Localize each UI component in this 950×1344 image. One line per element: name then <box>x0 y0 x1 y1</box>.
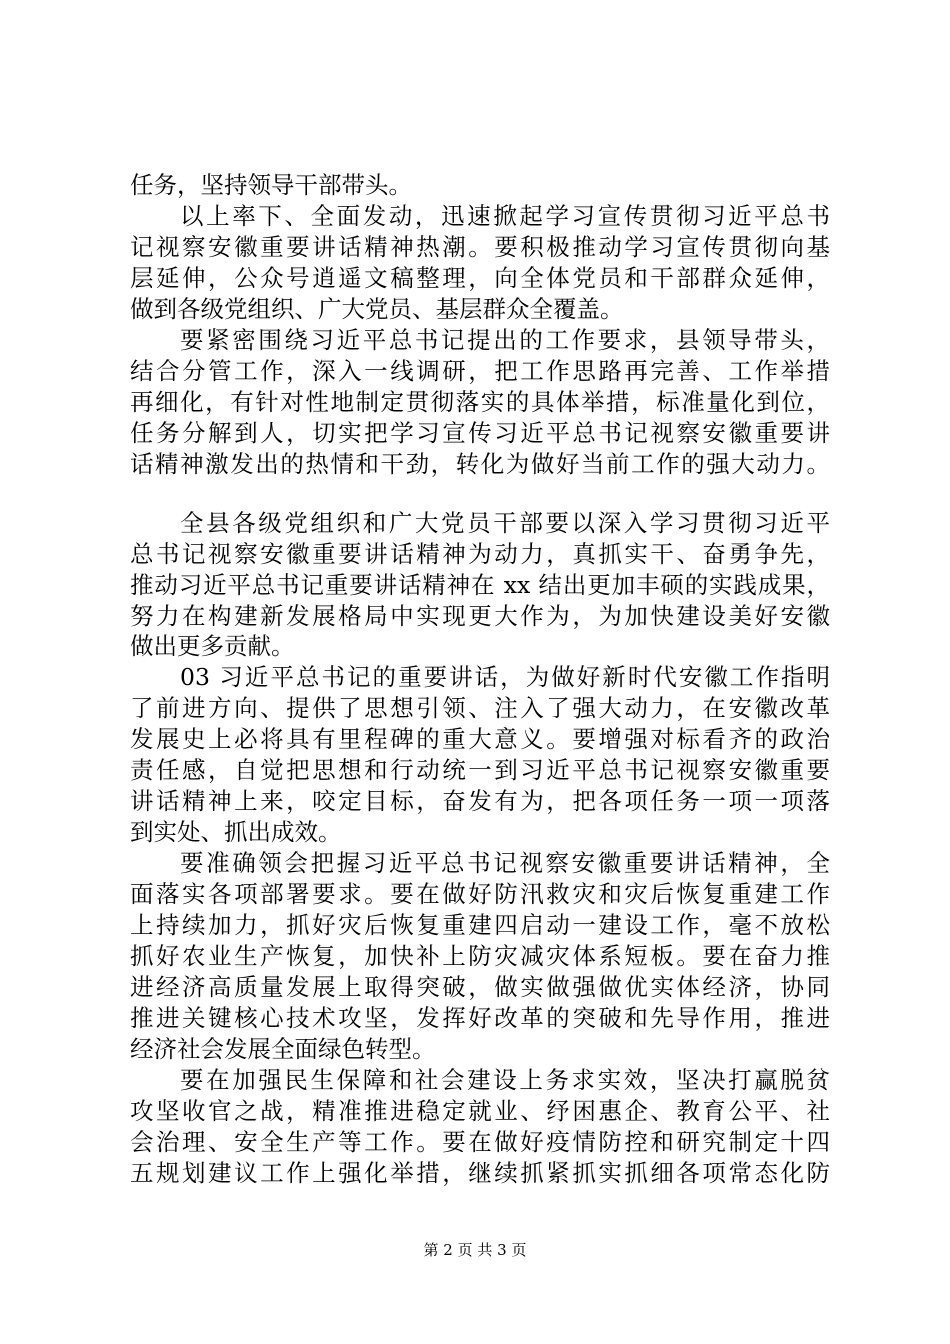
text-line: 会治理、安全生产等工作。要在做好疫情防控和研究制定十四 <box>130 1128 830 1157</box>
text-line: 推进关键核心技术攻坚，发挥好改革的突破和先导作用，推进 <box>130 1004 830 1033</box>
text-line: 要在加强民生保障和社会建设上务求实效，坚决打赢脱贫 <box>180 1066 830 1095</box>
text-line: 要准确领会把握习近平总书记视察安徽重要讲话精神，全 <box>180 849 830 878</box>
text-line: 再细化，有针对性地制定贯彻落实的具体举措，标准量化到位， <box>130 387 830 416</box>
text-line: 记视察安徽重要讲话精神热潮。要积极推动学习宣传贯彻向基 <box>130 232 830 261</box>
text-line: 面落实各项部署要求。要在做好防汛救灾和灾后恢复重建工作 <box>130 880 830 909</box>
text-line: 做出更多贡献。 <box>130 632 295 661</box>
text-line: 到实处、抓出成效。 <box>130 818 342 847</box>
text-line: 任务分解到人，切实把学习宣传习近平总书记视察安徽重要讲 <box>130 418 830 447</box>
text-line: 话精神激发出的热情和干劲，转化为做好当前工作的强大动力。 <box>130 449 830 478</box>
text-line: 做到各级党组织、广大党员、基层群众全覆盖。 <box>130 294 624 323</box>
text-line: 五规划建议工作上强化举措，继续抓紧抓实抓细各项常态化防 <box>130 1159 830 1187</box>
text-line: 要紧密围绕习近平总书记提出的工作要求，县领导带头， <box>180 325 830 354</box>
text-line: 努力在构建新发展格局中实现更大作为，为加快建设美好安徽 <box>130 601 830 630</box>
text-line: 以上率下、全面发动，迅速掀起学习宣传贯彻习近平总书 <box>180 201 830 230</box>
text-line: 了前进方向、提供了思想引领、注入了强大动力，在安徽改革 <box>130 694 830 723</box>
text-line: 03 习近平总书记的重要讲话，为做好新时代安徽工作指明 <box>180 663 830 692</box>
text-line: 发展史上必将具有里程碑的重大意义。要增强对标看齐的政治 <box>130 725 830 754</box>
text-line: 总书记视察安徽重要讲话精神为动力，真抓实干、奋勇争先， <box>130 539 830 568</box>
text-line: 进经济高质量发展上取得突破，做实做强做优实体经济，协同 <box>130 973 830 1002</box>
text-line: 全县各级党组织和广大党员干部要以深入学习贯彻习近平 <box>180 508 830 537</box>
text-line: 经济社会发展全面绿色转型。 <box>130 1035 436 1064</box>
text-line: 责任感，自觉把思想和行动统一到习近平总书记视察安徽重要 <box>130 756 830 785</box>
text-line: 任务，坚持领导干部带头。 <box>130 171 412 199</box>
text-line: 推动习近平总书记重要讲话精神在 xx 结出更加丰硕的实践成果， <box>130 570 830 599</box>
text-line: 攻坚收官之战，精准推进稳定就业、纾困惠企、教育公平、社 <box>130 1097 830 1126</box>
text-line: 层延伸，公众号逍遥文稿整理，向全体党员和干部群众延伸， <box>130 263 830 292</box>
text-line: 抓好农业生产恢复，加快补上防灾减灾体系短板。要在奋力推 <box>130 942 830 971</box>
text-line: 上持续加力，抓好灾后恢复重建四启动一建设工作，毫不放松 <box>130 911 830 940</box>
text-line: 结合分管工作，深入一线调研，把工作思路再完善、工作举措 <box>130 356 830 385</box>
page-number-footer: 第 2 页 共 3 页 <box>423 1241 527 1259</box>
text-line: 讲话精神上来，咬定目标，奋发有为，把各项任务一项一项落 <box>130 787 830 816</box>
